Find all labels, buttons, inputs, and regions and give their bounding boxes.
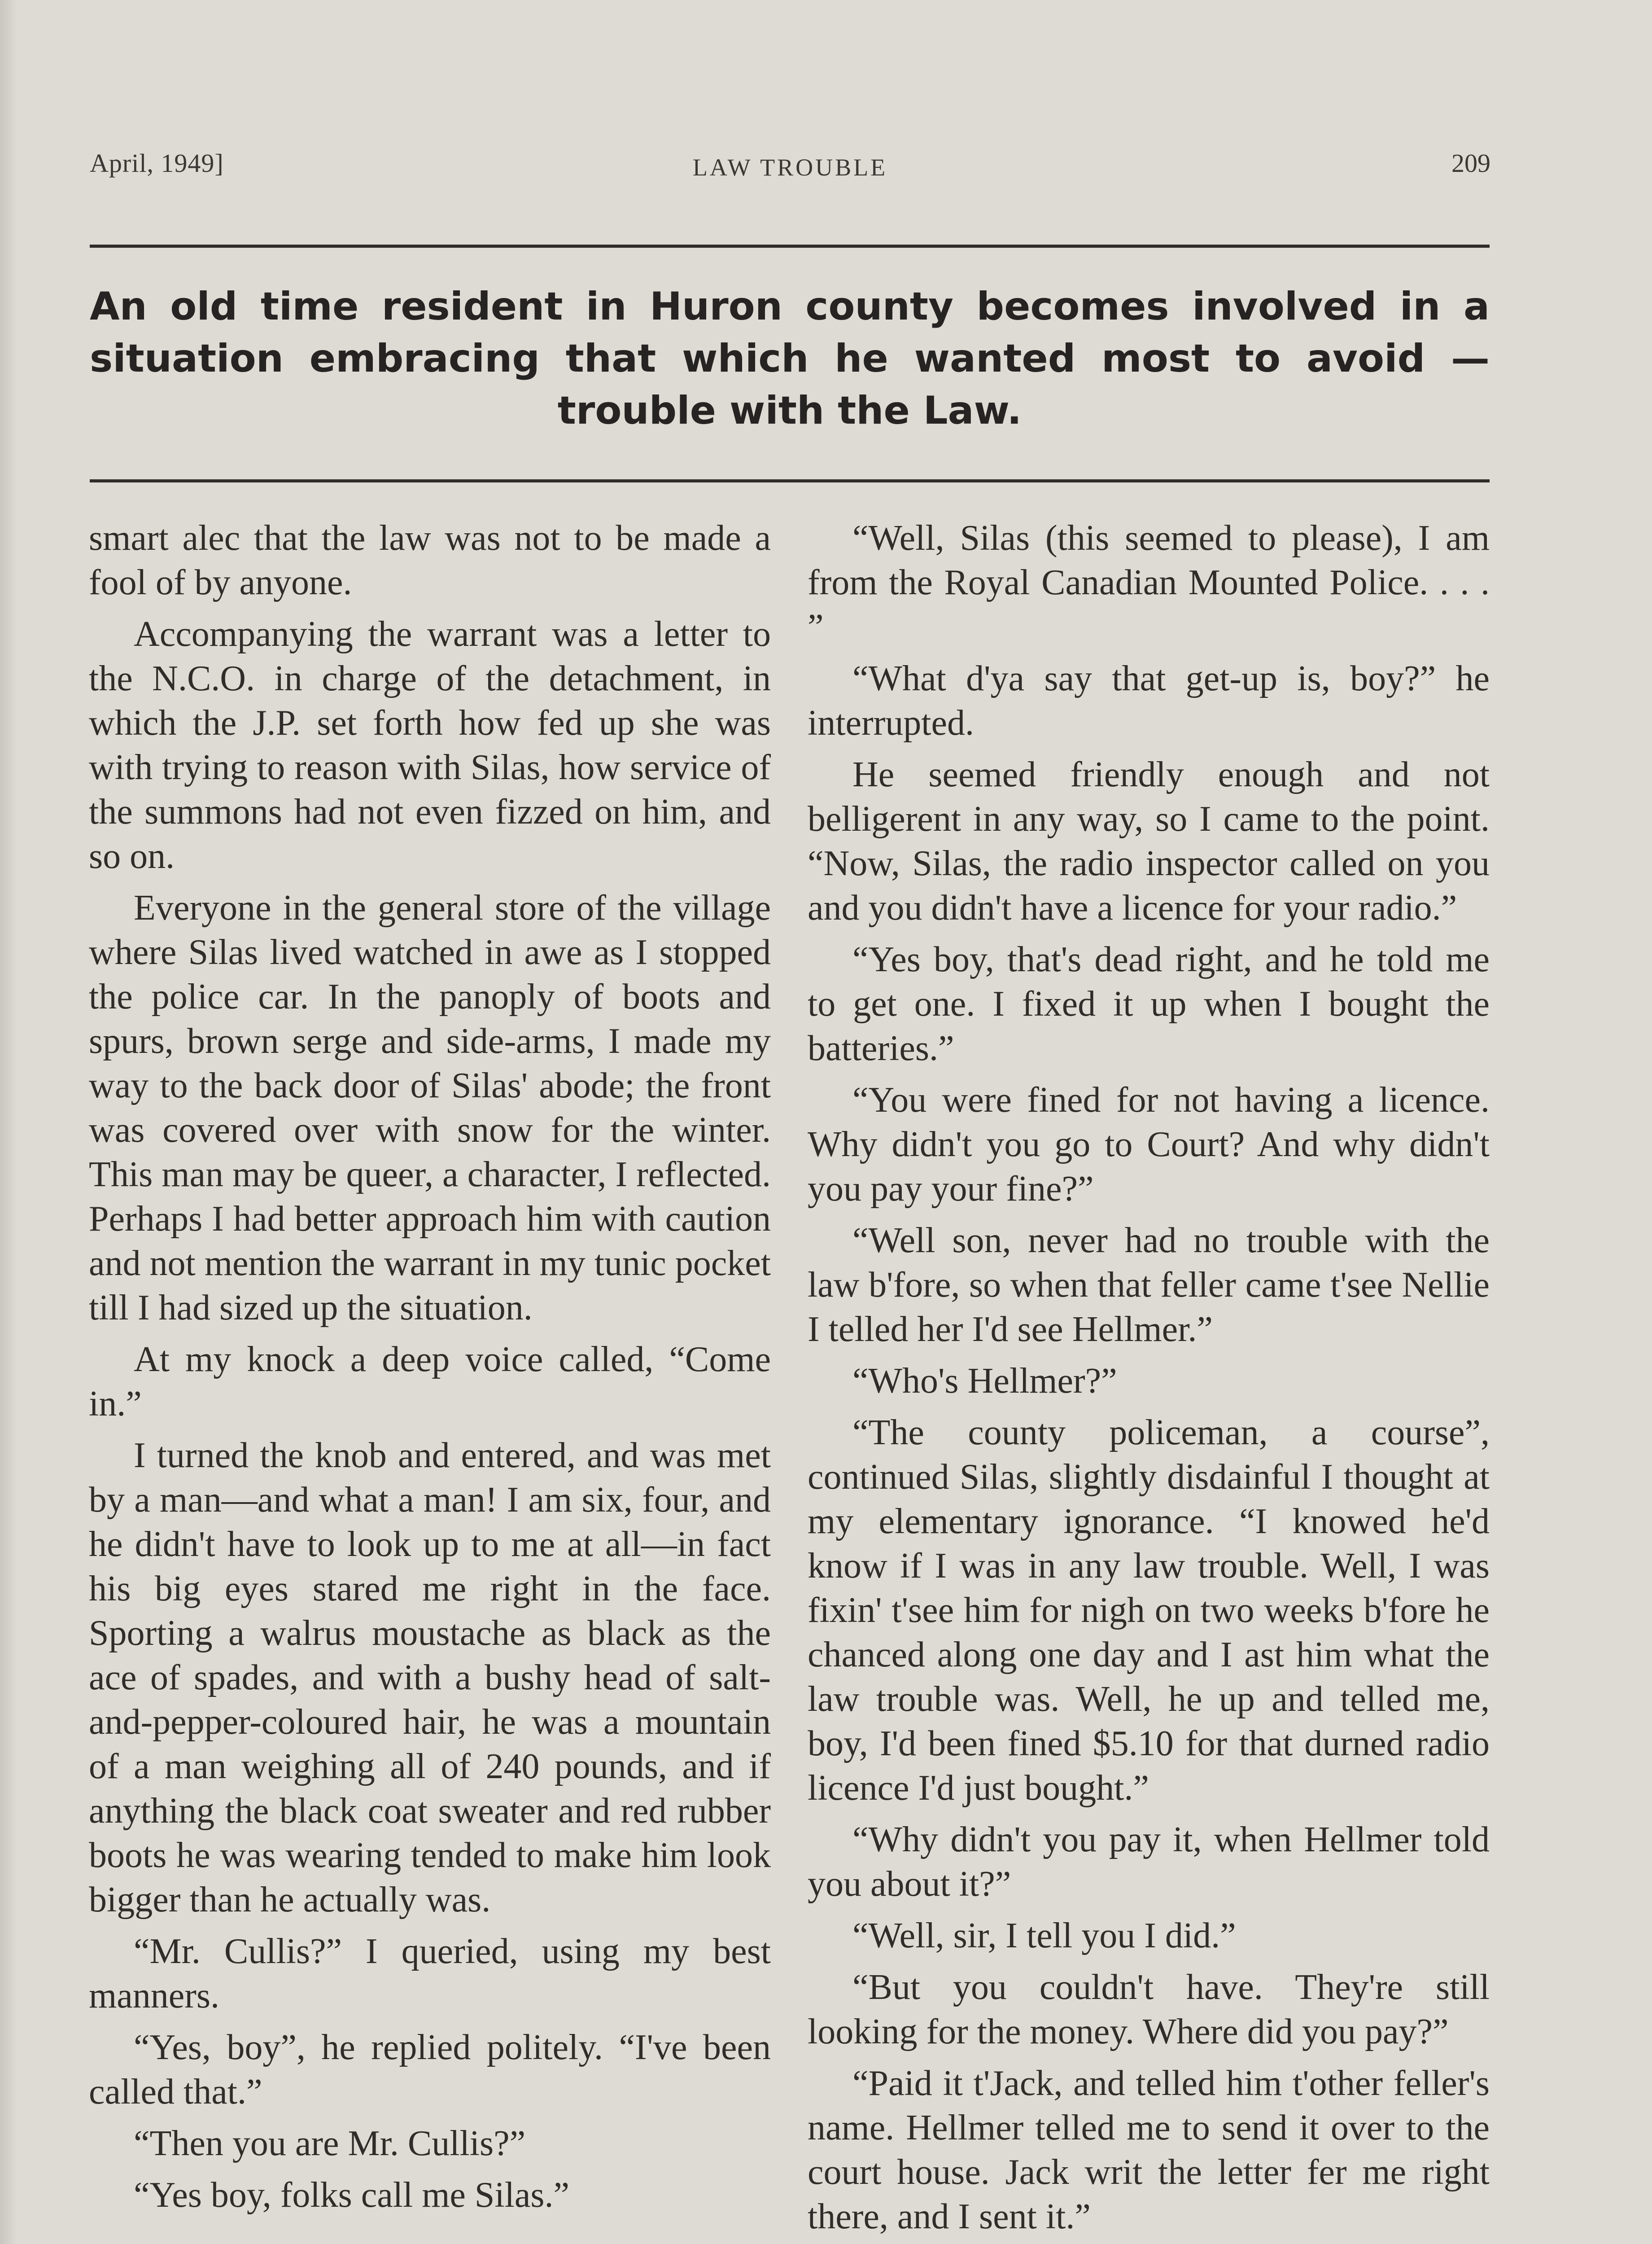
paragraph: “Mr. Cullis?” I queried, using my best manners.	[89, 1932, 771, 2016]
page-number: 209	[1451, 149, 1490, 178]
paragraph: “Yes, boy”, he replied politely. “I've been called that.”	[89, 2028, 771, 2112]
paragraph: “Then you are Mr. Cullis?”	[134, 2124, 526, 2163]
paragraph: “But you couldn't have. They're still looking for the money. Where did you pay?”	[808, 1968, 1490, 2051]
headline-bottom-rule	[90, 479, 1490, 482]
paragraph: “Who's Hellmer?”	[852, 1361, 1117, 1401]
right-column	[808, 516, 1490, 2244]
paragraph: “Well son, never had no trouble with the law b'fore, so when that feller came t'see Nellie I telled her I'd see Hellmer.”	[808, 1221, 1490, 1349]
paragraph: “Yes boy, folks call me Silas.”	[134, 2175, 570, 2215]
article-headline: An old time resident in Huron county becomes involved in a situation embracing that which he wanted most to avoid —trouble with the Law.	[90, 284, 1490, 433]
paragraph: He seemed friendly enough and not belligerent in any way, so I came to the point. “Now, Silas, the radio inspector called on you and you didn't have a licence for your radio.”	[808, 755, 1490, 928]
paragraph: smart alec that the law was not to be made a fool of by anyone.	[89, 518, 771, 602]
paragraph: “Paid it t'Jack, and telled him t'other feller's name. Hellmer telled me to send it over to the court house. Jack writ the letter fer me right there, and I sent it.”	[808, 2064, 1490, 2236]
issue-date: April, 1949]	[90, 149, 224, 178]
paragraph: Accompanying the warrant was a letter to the N.C.O. in charge of the detachment, in which the J.P. set forth how fed up she was with trying to reason with Silas, how service of the summons had not even fizzed on him, and so on.	[89, 614, 771, 876]
paragraph: “What d'ya say that get-up is, boy?” he interrupted.	[808, 659, 1490, 743]
headline-top-rule	[90, 245, 1490, 248]
paragraph: “Why didn't you pay it, when Hellmer told you about it?”	[808, 1820, 1490, 1904]
paragraph: “The county policeman, a course”, continued Silas, slightly disdainful I thought at my elementary ignorance. “I knowed he'd know if I was in any law trouble. Well, I was fixin' t'see him for nigh on two weeks b'fore he chanced along one day and I ast him what the law trouble was. Well, he up and telled me, boy, I'd been fined $5.10 for that durned radio licence I'd just bought.”	[808, 1413, 1490, 1808]
paragraph: “Well, Silas (this seemed to please), I am from the Royal Canadian Mounted Police. . . . ”	[808, 518, 1490, 647]
paragraph: “You were fined for not having a licence. Why didn't you go to Court? And why didn't you pay your fine?”	[808, 1080, 1490, 1209]
left-column	[89, 516, 771, 2244]
section-title: LAW TROUBLE	[692, 154, 888, 181]
page-edge-shadow	[0, 0, 17, 2244]
paragraph: At my knock a deep voice called, “Come in.”	[89, 1340, 771, 1424]
running-head	[90, 148, 1490, 188]
paragraph: Everyone in the general store of the village where Silas lived watched in awe as I stopped the police car. In the panoply of boots and spurs, brown serge and side-arms, I made my way to the back door of Silas' abode; the front was covered over with snow for the winter. This man may be queer, a character, I reflected. Perhaps I had better approach him with caution and not mention the warrant in my tunic pocket till I had sized up the situation.	[89, 888, 771, 1328]
paragraph: I turned the knob and entered, and was met by a man—and what a man! I am six, four, and he didn't have to look up to me at all—in fact his big eyes stared me right in the face. Sporting a walrus moustache as black as the ace of spades, and with a bushy head of salt-and-pepper-coloured hair, he was a mountain of a man weighing all of 240 pounds, and if anything the black coat sweater and red rubber boots he was wearing tended to make him look bigger than he actually was.	[89, 1436, 771, 1920]
paragraph: “Well, sir, I tell you I did.”	[852, 1916, 1236, 1955]
paragraph: “Yes boy, that's dead right, and he told me to get one. I fixed it up when I bought the batteries.”	[808, 940, 1490, 1068]
